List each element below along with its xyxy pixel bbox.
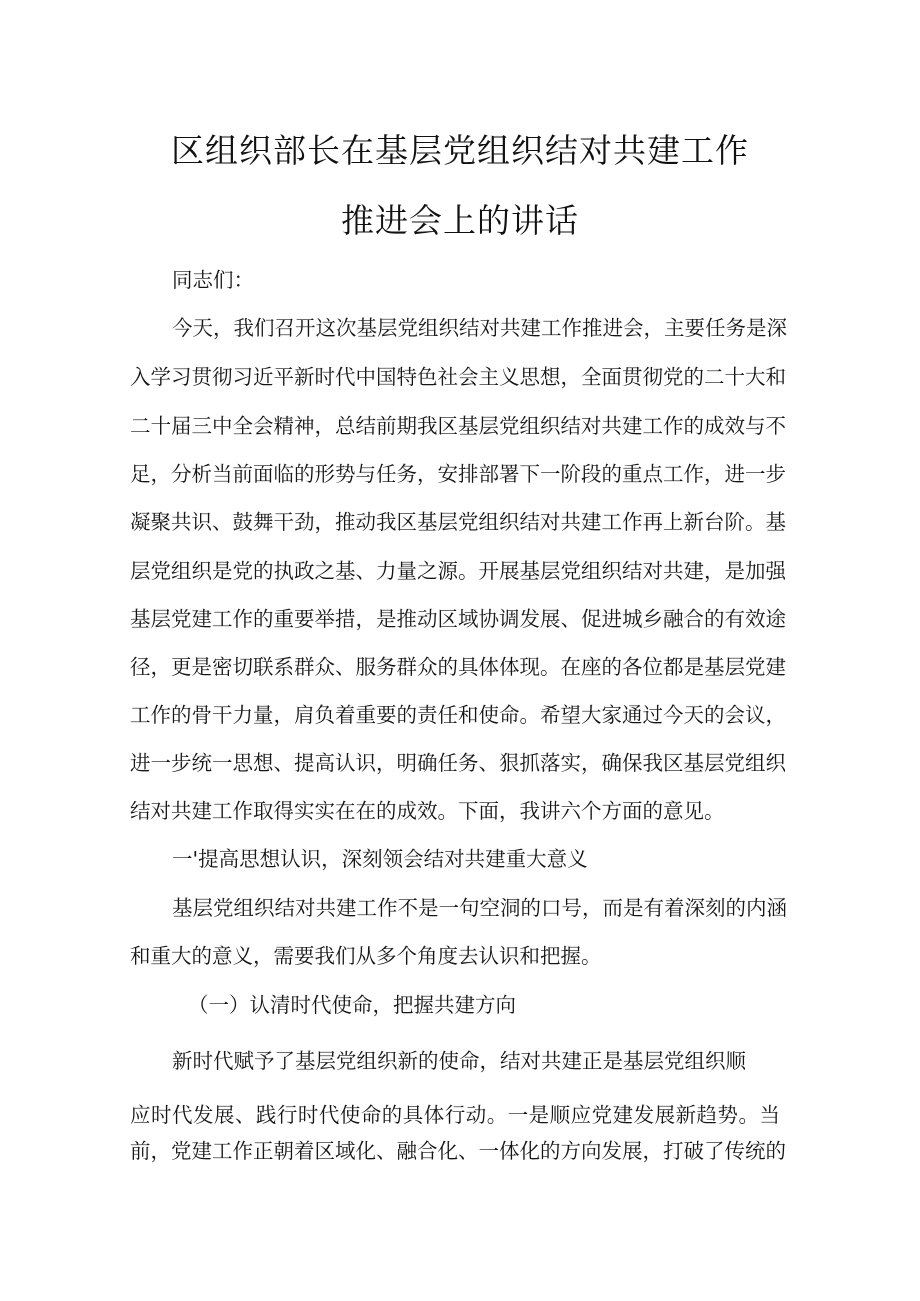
document-title-line-2: 推进会上的讲话 [341,201,579,240]
paragraph-line: 层党组织是党的执政之基、力量之源。开展基层党组织结对共建，是加强 [130,559,786,583]
document-title-line-1: 区组织部长在基层党组织结对共建工作 [171,131,749,170]
paragraph-line: 足，分析当前面临的形势与任务，安排部署下一阶段的重点工作，进一步 [130,462,786,486]
paragraph-line: 今天，我们召开这次基层党组织结对共建工作推进会，主要任务是深 [172,316,787,340]
paragraph-line: 工作的骨干力量，肩负着重要的责任和使命。希望大家通过今天的会议， [130,703,786,727]
section-heading-1: 一'提高思想认识，深刻领会结对共建重大意义 [172,847,588,871]
paragraph-line: 基层党建工作的重要举措，是推动区域协调发展、促进城乡融合的有效途 [130,607,786,631]
paragraph-line: 进一步统一思想、提高认识，明确任务、狠抓落实，确保我区基层党组织 [130,751,786,775]
paragraph-line: 新时代赋予了基层党组织新的使命，结对共建正是基层党组织顺 [172,1049,746,1073]
paragraph-line: 凝聚共识、鼓舞干劲，推动我区基层党组织结对共建工作再上新台阶。基 [130,510,786,534]
subheading-1: （一）认清时代使命，把握共建方向 [188,993,516,1017]
salutation: 同志们： [172,268,254,292]
paragraph-line: 和重大的意义，需要我们从多个角度去认识和把握。 [130,944,602,968]
paragraph-line: 径，更是密切联系群众、服务群众的具体体现。在座的各位都是基层党建 [130,655,786,679]
paragraph-line: 结对共建工作取得实实在在的成效。下面，我讲六个方面的意见。 [130,799,725,823]
paragraph-line: 入学习贯彻习近平新时代中国特色社会主义思想，全面贯彻党的二十大和 [130,365,786,389]
paragraph-line: 应时代发展、践行时代使命的具体行动。一是顺应党建发展新趋势。当 [130,1103,780,1127]
paragraph-line: 二十届三中全会精神，总结前期我区基层党组织结对共建工作的成效与不 [130,414,786,438]
paragraph-line: 前，党建工作正朝着区域化、融合化、一体化的方向发展，打破了传统的 [130,1139,786,1163]
paragraph-line: 基层党组织结对共建工作不是一句空洞的口号，而是有着深刻的内涵 [172,896,787,920]
